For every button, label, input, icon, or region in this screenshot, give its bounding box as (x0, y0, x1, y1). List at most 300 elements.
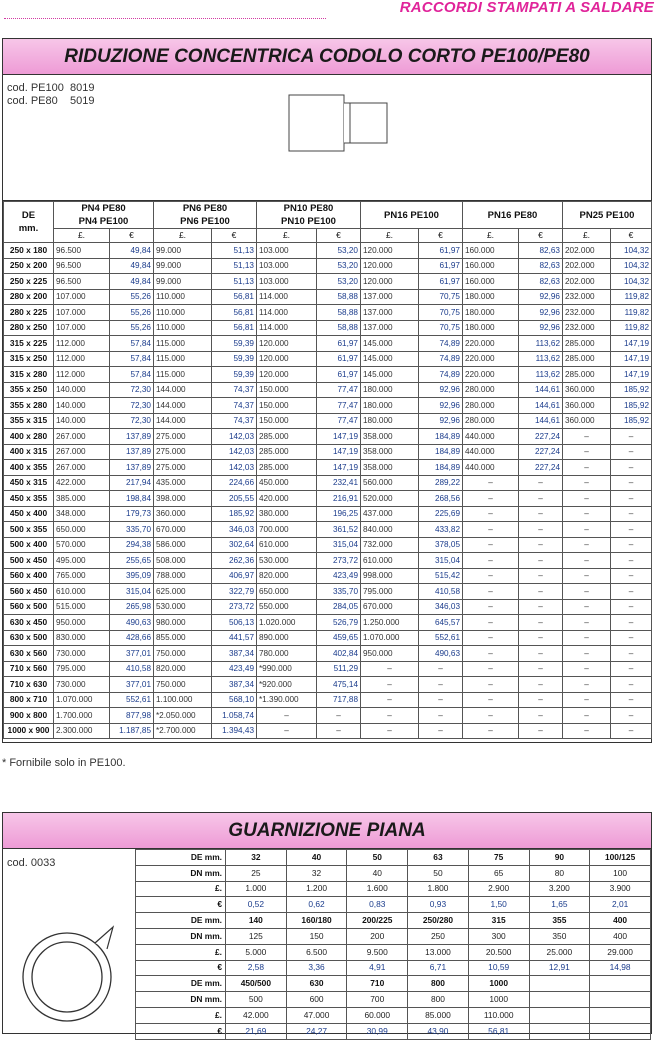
gasket-dn-cell: 350 (529, 928, 590, 944)
euro-price-cell: 289,22 (419, 475, 463, 491)
lira-price-cell: 820.000 (154, 661, 212, 677)
euro-price-cell: 377,01 (110, 677, 154, 693)
lira-header: £. (257, 229, 317, 243)
table-row (4, 646, 652, 662)
euro-price-cell: 410,58 (419, 584, 463, 600)
gasket-lira-cell: 25.000 (529, 944, 590, 960)
euro-price-cell: 147,19 (611, 351, 652, 367)
table-row (4, 367, 652, 383)
euro-price-cell: – (519, 677, 563, 693)
gasket-row-label: £. (136, 944, 226, 960)
euro-price-cell: – (519, 491, 563, 507)
euro-price-cell: 147,19 (317, 444, 361, 460)
euro-price-cell: 1.187,85 (110, 723, 154, 739)
lira-price-cell: 232.000 (563, 289, 611, 305)
lira-price-cell: – (463, 615, 519, 631)
euro-price-cell: 1.394,43 (212, 723, 257, 739)
lira-price-cell: 275.000 (154, 444, 212, 460)
euro-price-cell: 137,89 (110, 444, 154, 460)
gasket-row-de (136, 976, 651, 992)
euro-price-cell: 104,32 (611, 258, 652, 274)
lira-price-cell: 137.000 (361, 305, 419, 321)
lira-price-cell: – (361, 692, 419, 708)
gasket-row-label: DN mm. (136, 865, 226, 881)
euro-price-cell: 475,14 (317, 677, 361, 693)
euro-price-cell: 61,97 (419, 258, 463, 274)
lira-price-cell: 112.000 (54, 336, 110, 352)
euro-price-cell: 387,34 (212, 677, 257, 693)
euro-price-cell: – (519, 553, 563, 569)
euro-price-cell: 59,39 (212, 336, 257, 352)
lira-price-cell: 625.000 (154, 584, 212, 600)
gasket-euro-cell: 4,91 (347, 960, 408, 976)
gasket-row-de (136, 850, 651, 866)
lira-price-cell: 180.000 (463, 320, 519, 336)
euro-price-cell: 302,64 (212, 537, 257, 553)
lira-price-cell: 110.000 (154, 305, 212, 321)
gasket-euro-cell: 0,93 (408, 897, 469, 913)
lira-price-cell: – (463, 677, 519, 693)
gasket-euro-cell: 43,90 (408, 1023, 469, 1039)
euro-price-cell: – (519, 723, 563, 739)
product-code: cod. PE80 5019 (7, 95, 95, 107)
gasket-dn-cell: 150 (286, 928, 347, 944)
gasket-de-cell: 250/280 (408, 913, 469, 929)
euro-price-cell: 58,88 (317, 305, 361, 321)
gasket-row-label: DN mm. (136, 992, 226, 1008)
gasket-lira-cell (529, 1007, 590, 1023)
lira-price-cell: 890.000 (257, 630, 317, 646)
gasket-euro-cell: 2,01 (590, 897, 651, 913)
euro-price-cell: 410,58 (110, 661, 154, 677)
gasket-euro-cell (529, 1023, 590, 1039)
lira-price-cell: 275.000 (154, 429, 212, 445)
lira-price-cell: – (563, 630, 611, 646)
euro-price-cell: – (519, 475, 563, 491)
group-header: PN25 PE100 (563, 202, 652, 229)
lira-price-cell: 840.000 (361, 522, 419, 538)
lira-price-cell: – (563, 537, 611, 553)
gasket-euro-cell: 30,99 (347, 1023, 408, 1039)
lira-price-cell: 145.000 (361, 336, 419, 352)
gasket-dn-cell: 700 (347, 992, 408, 1008)
concentric-reducer-drawing (288, 93, 388, 153)
gasket-lira-cell: 5.000 (226, 944, 287, 960)
lira-price-cell: 515.000 (54, 599, 110, 615)
gasket-row-euro (136, 1023, 651, 1039)
gasket-euro-cell: 12,91 (529, 960, 590, 976)
table-row (4, 599, 652, 615)
lira-price-cell: 180.000 (361, 382, 419, 398)
lira-price-cell: – (463, 646, 519, 662)
lira-price-cell: 435.000 (154, 475, 212, 491)
reduction-table-body (4, 243, 652, 739)
lira-price-cell: 820.000 (257, 568, 317, 584)
lira-price-cell: 103.000 (257, 274, 317, 290)
euro-price-cell: 184,89 (419, 444, 463, 460)
table-row (4, 336, 652, 352)
de-cell: 500 x 450 (4, 553, 54, 569)
de-cell: 800 x 710 (4, 692, 54, 708)
lira-price-cell: 114.000 (257, 289, 317, 305)
gasket-de-cell: 75 (468, 850, 529, 866)
euro-price-cell: – (519, 568, 563, 584)
lira-price-cell: 795.000 (361, 584, 419, 600)
lira-price-cell: 950.000 (361, 646, 419, 662)
gasket-dn-cell (590, 992, 651, 1008)
euro-price-cell: – (611, 692, 652, 708)
euro-price-cell: 57,84 (110, 336, 154, 352)
euro-price-cell: – (419, 661, 463, 677)
lira-price-cell: 120.000 (257, 367, 317, 383)
table-row (4, 413, 652, 429)
lira-price-cell: 120.000 (361, 243, 419, 259)
lira-price-cell: – (563, 522, 611, 538)
euro-price-cell: – (611, 553, 652, 569)
euro-price-cell: 265,98 (110, 599, 154, 615)
gasket-lira-cell: 1.800 (408, 881, 469, 897)
lira-price-cell: 103.000 (257, 258, 317, 274)
euro-price-cell: – (611, 537, 652, 553)
lira-price-cell: 137.000 (361, 289, 419, 305)
de-cell: 710 x 560 (4, 661, 54, 677)
euro-price-cell: 74,89 (419, 351, 463, 367)
lira-price-cell: – (463, 584, 519, 600)
euro-price-cell: 506,13 (212, 615, 257, 631)
lira-price-cell: 120.000 (257, 336, 317, 352)
euro-price-cell: – (317, 708, 361, 724)
gasket-euro-cell: 1,65 (529, 897, 590, 913)
lira-price-cell: – (563, 661, 611, 677)
euro-price-cell: 137,89 (110, 460, 154, 476)
gasket-dn-cell: 125 (226, 928, 287, 944)
euro-price-cell: 53,20 (317, 274, 361, 290)
lira-price-cell: 145.000 (361, 367, 419, 383)
euro-price-cell: 74,37 (212, 382, 257, 398)
gasket-lira-cell: 13.000 (408, 944, 469, 960)
euro-price-cell: 315,04 (419, 553, 463, 569)
euro-price-cell: 294,38 (110, 537, 154, 553)
euro-price-cell: – (519, 506, 563, 522)
euro-price-cell: 262,36 (212, 553, 257, 569)
de-cell: 630 x 560 (4, 646, 54, 662)
gasket-lira-cell: 2.900 (468, 881, 529, 897)
euro-price-cell: – (519, 661, 563, 677)
gasket-row-label: € (136, 1023, 226, 1039)
lira-price-cell: – (361, 677, 419, 693)
lira-price-cell: 96.500 (54, 274, 110, 290)
lira-price-cell: – (463, 491, 519, 507)
euro-price-cell: 1.058,74 (212, 708, 257, 724)
euro-header: € (419, 229, 463, 243)
gasket-euro-cell: 0,52 (226, 897, 287, 913)
de-cell: 355 x 315 (4, 413, 54, 429)
euro-price-cell: 70,75 (419, 305, 463, 321)
euro-price-cell: 490,63 (419, 646, 463, 662)
euro-price-cell: – (519, 599, 563, 615)
gasket-euro-cell: 24,27 (286, 1023, 347, 1039)
euro-price-cell: 511,29 (317, 661, 361, 677)
euro-header: € (110, 229, 154, 243)
de-cell: 250 x 225 (4, 274, 54, 290)
lira-price-cell: 232.000 (563, 305, 611, 321)
euro-price-cell: 441,57 (212, 630, 257, 646)
table-row (4, 506, 652, 522)
de-cell: 710 x 630 (4, 677, 54, 693)
gasket-row-lira (136, 944, 651, 960)
table-row (4, 320, 652, 336)
euro-price-cell: – (519, 537, 563, 553)
de-cell: 450 x 315 (4, 475, 54, 491)
gasket-price-table (135, 849, 651, 1040)
lira-price-cell: 96.500 (54, 258, 110, 274)
euro-price-cell: 227,24 (519, 429, 563, 445)
lira-price-cell: 560.000 (361, 475, 419, 491)
euro-price-cell: 217,94 (110, 475, 154, 491)
euro-price-cell: 227,24 (519, 444, 563, 460)
de-cell: 400 x 280 (4, 429, 54, 445)
lira-price-cell: 112.000 (54, 351, 110, 367)
lira-price-cell: 732.000 (361, 537, 419, 553)
euro-price-cell: 55,26 (110, 320, 154, 336)
euro-price-cell: 53,20 (317, 258, 361, 274)
euro-price-cell: 61,97 (419, 274, 463, 290)
lira-price-cell: 115.000 (154, 367, 212, 383)
euro-price-cell: – (317, 723, 361, 739)
euro-price-cell: 92,96 (419, 382, 463, 398)
euro-price-cell: 104,32 (611, 274, 652, 290)
lira-price-cell: – (463, 568, 519, 584)
lira-price-cell: 550.000 (257, 599, 317, 615)
de-cell: 1000 x 900 (4, 723, 54, 739)
euro-price-cell: – (611, 522, 652, 538)
lira-price-cell: *990.000 (257, 661, 317, 677)
gasket-panel (2, 812, 652, 1034)
gasket-dn-cell: 50 (408, 865, 469, 881)
gasket-de-cell: 90 (529, 850, 590, 866)
table-row (4, 661, 652, 677)
lira-price-cell: – (257, 708, 317, 724)
de-cell: 355 x 280 (4, 398, 54, 414)
euro-price-cell: 82,63 (519, 243, 563, 259)
lira-price-cell: 275.000 (154, 460, 212, 476)
table-row (4, 708, 652, 724)
lira-price-cell: 180.000 (463, 289, 519, 305)
lira-price-cell: 348.000 (54, 506, 110, 522)
euro-price-cell: 568,10 (212, 692, 257, 708)
table-row (4, 630, 652, 646)
lira-price-cell: 285.000 (257, 460, 317, 476)
euro-price-cell: 196,25 (317, 506, 361, 522)
euro-price-cell: – (611, 615, 652, 631)
gasket-dn-cell: 65 (468, 865, 529, 881)
gasket-de-cell (590, 976, 651, 992)
lira-price-cell: 114.000 (257, 320, 317, 336)
lira-price-cell: – (563, 429, 611, 445)
euro-price-cell: – (611, 677, 652, 693)
gasket-euro-cell: 3,36 (286, 960, 347, 976)
euro-price-cell: 423,49 (317, 568, 361, 584)
lira-price-cell: 360.000 (563, 382, 611, 398)
gasket-de-cell: 315 (468, 913, 529, 929)
euro-price-cell: 92,96 (519, 320, 563, 336)
gasket-de-cell: 355 (529, 913, 590, 929)
euro-price-cell: – (519, 630, 563, 646)
lira-price-cell: 285.000 (563, 367, 611, 383)
lira-price-cell: 437.000 (361, 506, 419, 522)
lira-price-cell: 107.000 (54, 320, 110, 336)
gasket-row-label: £. (136, 881, 226, 897)
lira-price-cell: 220.000 (463, 336, 519, 352)
euro-price-cell: – (519, 692, 563, 708)
lira-price-cell: 140.000 (54, 398, 110, 414)
lira-price-cell: 360.000 (563, 398, 611, 414)
euro-price-cell: 51,13 (212, 274, 257, 290)
table-row (4, 444, 652, 460)
euro-price-cell: 61,97 (317, 367, 361, 383)
lira-price-cell: 285.000 (257, 429, 317, 445)
euro-price-cell: 72,30 (110, 398, 154, 414)
reduction-panel (2, 38, 652, 743)
de-cell: 280 x 250 (4, 320, 54, 336)
euro-price-cell: 717,88 (317, 692, 361, 708)
lira-price-cell: 120.000 (361, 258, 419, 274)
gasket-lira-cell: 110.000 (468, 1007, 529, 1023)
lira-price-cell: 508.000 (154, 553, 212, 569)
gasket-title: GUARNIZIONE PIANA (3, 813, 651, 849)
lira-price-cell: 160.000 (463, 274, 519, 290)
euro-price-cell: 335,70 (317, 584, 361, 600)
de-cell: 280 x 225 (4, 305, 54, 321)
gasket-body (3, 849, 651, 1034)
lira-price-cell: 1.250.000 (361, 615, 419, 631)
euro-price-cell: – (519, 615, 563, 631)
euro-price-cell: 147,19 (317, 429, 361, 445)
lira-price-cell: 610.000 (257, 537, 317, 553)
euro-price-cell: 61,97 (317, 336, 361, 352)
lira-price-cell: 398.000 (154, 491, 212, 507)
de-cell: 280 x 200 (4, 289, 54, 305)
de-cell: 500 x 400 (4, 537, 54, 553)
lira-price-cell: 385.000 (54, 491, 110, 507)
euro-price-cell: 142,03 (212, 429, 257, 445)
lira-price-cell: 140.000 (54, 413, 110, 429)
euro-price-cell: 361,52 (317, 522, 361, 538)
euro-price-cell: 137,89 (110, 429, 154, 445)
lira-price-cell: 220.000 (463, 351, 519, 367)
euro-price-cell: 645,57 (419, 615, 463, 631)
gasket-de-cell: 63 (408, 850, 469, 866)
euro-price-cell: 61,97 (317, 351, 361, 367)
de-cell: 400 x 355 (4, 460, 54, 476)
euro-price-cell: 322,79 (212, 584, 257, 600)
euro-price-cell: 56,81 (212, 289, 257, 305)
table-row (4, 460, 652, 476)
lira-price-cell: – (563, 444, 611, 460)
euro-price-cell: 56,81 (212, 320, 257, 336)
gasket-lira-cell: 1.600 (347, 881, 408, 897)
euro-price-cell: 49,84 (110, 258, 154, 274)
gasket-row-de (136, 913, 651, 929)
de-cell: 450 x 400 (4, 506, 54, 522)
de-cell: 400 x 315 (4, 444, 54, 460)
lira-price-cell: 610.000 (361, 553, 419, 569)
euro-price-cell: – (611, 708, 652, 724)
lira-price-cell: 160.000 (463, 258, 519, 274)
gasket-dn-cell: 600 (286, 992, 347, 1008)
lira-price-cell: 360.000 (563, 413, 611, 429)
euro-price-cell: 82,63 (519, 258, 563, 274)
euro-price-cell: 113,62 (519, 336, 563, 352)
euro-header: € (317, 229, 361, 243)
lira-price-cell: 115.000 (154, 336, 212, 352)
euro-price-cell: – (611, 568, 652, 584)
de-cell: 560 x 400 (4, 568, 54, 584)
lira-price-cell: 96.500 (54, 243, 110, 259)
gasket-dn-cell: 40 (347, 865, 408, 881)
lira-price-cell: 280.000 (463, 413, 519, 429)
euro-price-cell: 72,30 (110, 382, 154, 398)
euro-price-cell: – (419, 677, 463, 693)
euro-price-cell: 70,75 (419, 289, 463, 305)
gasket-row-lira (136, 1007, 651, 1023)
lira-price-cell: *920.000 (257, 677, 317, 693)
table-row (4, 584, 652, 600)
lira-price-cell: 285.000 (563, 351, 611, 367)
euro-price-cell: 198,84 (110, 491, 154, 507)
gasket-euro-cell (590, 1023, 651, 1039)
lira-price-cell: 422.000 (54, 475, 110, 491)
euro-price-cell: 74,37 (212, 398, 257, 414)
euro-price-cell: 92,96 (519, 289, 563, 305)
euro-price-cell: 142,03 (212, 460, 257, 476)
lira-price-cell: 267.000 (54, 429, 110, 445)
euro-price-cell: – (611, 506, 652, 522)
lira-price-cell: 202.000 (563, 274, 611, 290)
table-row (4, 274, 652, 290)
lira-price-cell: 220.000 (463, 367, 519, 383)
de-cell: 315 x 225 (4, 336, 54, 352)
euro-price-cell: 92,96 (519, 305, 563, 321)
lira-price-cell: 144.000 (154, 382, 212, 398)
euro-price-cell: 92,96 (419, 398, 463, 414)
euro-price-cell: – (611, 661, 652, 677)
lira-price-cell: 950.000 (54, 615, 110, 631)
euro-price-cell: – (419, 708, 463, 724)
euro-price-cell: 877,98 (110, 708, 154, 724)
group-header: PN16 PE100 (361, 202, 463, 229)
lira-price-cell: 830.000 (54, 630, 110, 646)
group-header: PN6 PE80 PN6 PE100 (154, 202, 257, 229)
lira-price-cell: – (463, 661, 519, 677)
product-codes (7, 82, 94, 108)
euro-price-cell: 185,92 (611, 398, 652, 414)
euro-price-cell: 184,89 (419, 429, 463, 445)
gasket-de-cell: 50 (347, 850, 408, 866)
table-row (4, 537, 652, 553)
euro-price-cell: 55,26 (110, 289, 154, 305)
table-row (4, 522, 652, 538)
euro-price-cell: 378,05 (419, 537, 463, 553)
euro-price-cell: – (611, 630, 652, 646)
euro-price-cell: 57,84 (110, 351, 154, 367)
lira-price-cell: *1.390.000 (257, 692, 317, 708)
lira-price-cell: 450.000 (257, 475, 317, 491)
lira-price-cell: 380.000 (257, 506, 317, 522)
euro-price-cell: 147,19 (611, 336, 652, 352)
gasket-ring-drawing (17, 919, 123, 1031)
de-cell: 630 x 500 (4, 630, 54, 646)
